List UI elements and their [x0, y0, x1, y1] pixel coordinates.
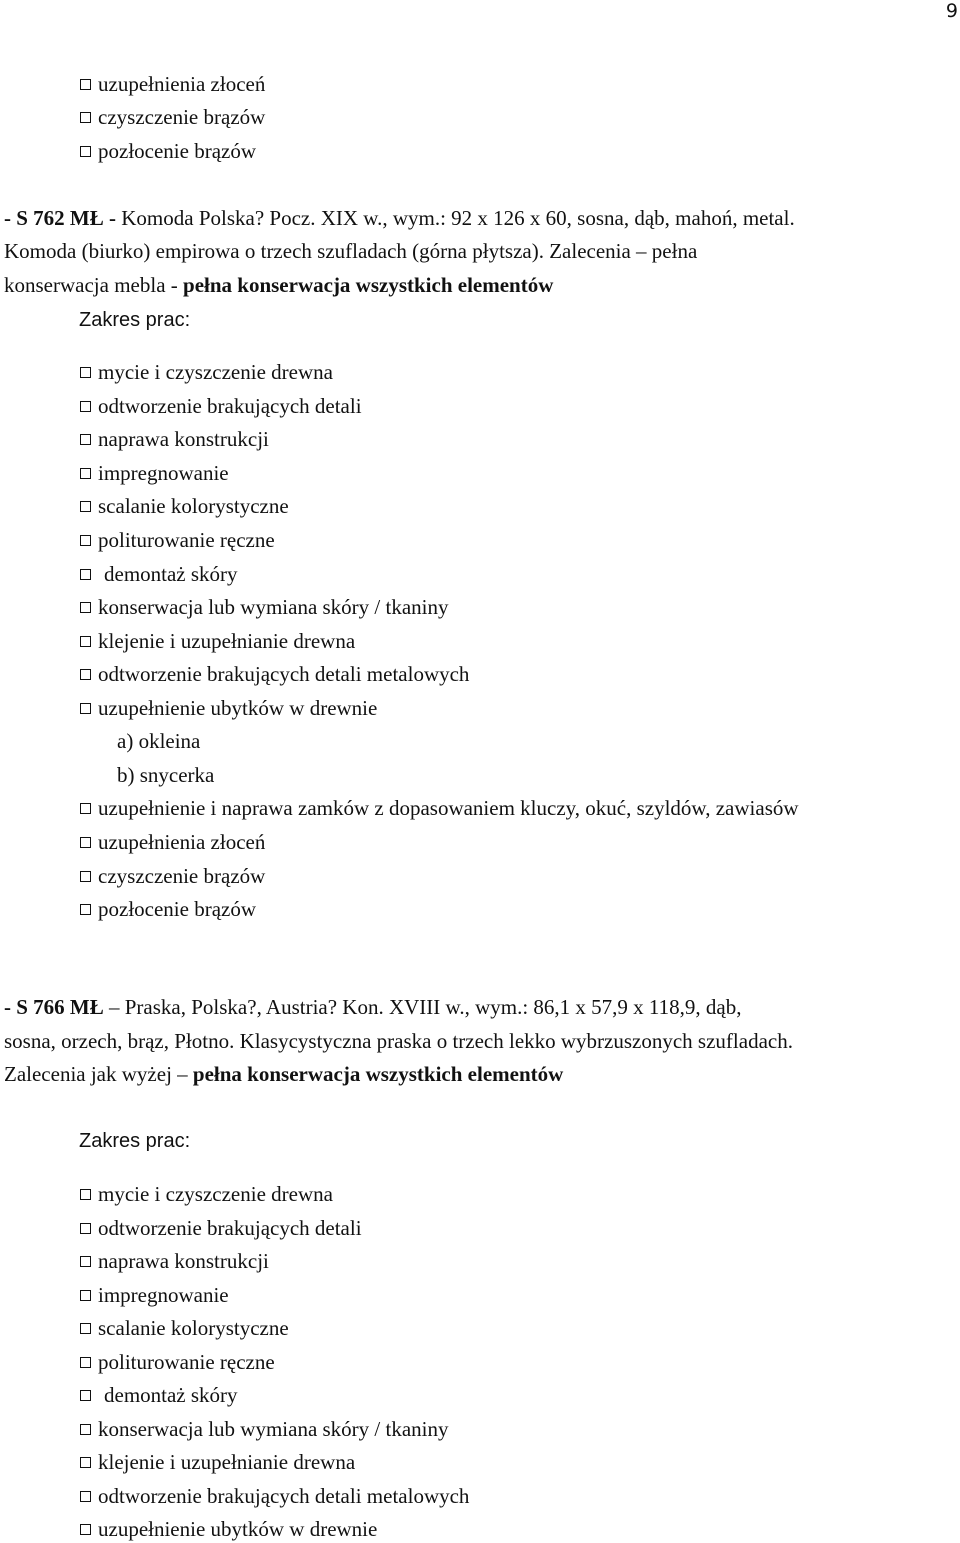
checklist-item: scalanie kolorystyczne [80, 496, 289, 517]
checklist-item: uzupełnienie ubytków w drewnie [80, 1519, 377, 1540]
checklist-item: demontaż skóry [80, 564, 238, 585]
checkbox-icon [80, 1323, 91, 1334]
checkbox-icon [80, 501, 91, 512]
checkbox-icon [80, 535, 91, 546]
checkbox-icon [80, 468, 91, 479]
checklist-item: mycie i czyszczenie drewna [80, 362, 333, 383]
checkbox-icon [80, 1189, 91, 1200]
checklist-item: uzupełnienie ubytków w drewnie [80, 698, 377, 719]
section-label: Zakres prac: [79, 1130, 191, 1152]
item-description-line: sosna, orzech, brąz, Płotno. Klasycystyczna praska o trzech lekko wybrzuszonych szufladach. [4, 1029, 793, 1053]
checklist-item: klejenie i uzupełnianie drewna [80, 631, 355, 652]
item-description-line: konserwacja mebla - pełna konserwacja wszystkich elementów [4, 273, 554, 297]
checkbox-icon [80, 401, 91, 412]
checklist-item: odtworzenie brakujących detali [80, 396, 362, 417]
checklist-item: klejenie i uzupełnianie drewna [80, 1452, 355, 1473]
item-code: - S 762 MŁ - [4, 206, 116, 230]
checklist-item: konserwacja lub wymiana skóry / tkaniny [80, 1419, 449, 1440]
checkbox-icon [80, 434, 91, 445]
checkbox-icon [80, 1256, 91, 1267]
checklist-item: pozłocenie brązów [80, 141, 256, 162]
item-description-line: - S 766 MŁ – Praska, Polska?, Austria? Kon. XVIII w., wym.: 86,1 x 57,9 x 118,9, dąb, [4, 995, 742, 1019]
checklist-item: odtworzenie brakujących detali metalowych [80, 664, 469, 685]
checkbox-icon [80, 669, 91, 680]
checklist-item: politurowanie ręczne [80, 1352, 275, 1373]
checklist-item: uzupełnienie i naprawa zamków z dopasowaniem kluczy, okuć, szyldów, zawiasów [80, 798, 799, 819]
recommendation: pełna konserwacja wszystkich elementów [192, 1062, 564, 1086]
checkbox-icon [80, 569, 91, 580]
checkbox-icon [80, 837, 91, 848]
page-number: 9 [945, 0, 958, 22]
checklist-subitem: a) okleina [117, 729, 201, 753]
checkbox-icon [80, 146, 91, 157]
checkbox-icon [80, 79, 91, 90]
checkbox-icon [80, 1223, 91, 1234]
item-description-line: - S 762 MŁ - Komoda Polska? Pocz. XIX w., wym.: 92 x 126 x 60, sosna, dąb, mahoń, metal. [4, 206, 795, 230]
checklist-item: politurowanie ręczne [80, 530, 275, 551]
checklist-item: odtworzenie brakujących detali [80, 1218, 362, 1239]
checkbox-icon [80, 871, 91, 882]
item-description-line: Komoda (biurko) empirowa o trzech szufladach (górna płytsza). Zalecenia – pełna [4, 239, 698, 263]
checklist-item: odtworzenie brakujących detali metalowych [80, 1486, 469, 1507]
checkbox-icon [80, 1491, 91, 1502]
checkbox-icon [80, 1524, 91, 1535]
checkbox-icon [80, 602, 91, 613]
checklist-item: konserwacja lub wymiana skóry / tkaniny [80, 597, 449, 618]
item-description-line: Zalecenia jak wyżej – pełna konserwacja wszystkich elementów [4, 1062, 564, 1086]
checklist-item: pozłocenie brązów [80, 899, 256, 920]
checkbox-icon [80, 112, 91, 123]
checkbox-icon [80, 1457, 91, 1468]
checkbox-icon [80, 703, 91, 714]
recommendation: pełna konserwacja wszystkich elementów [183, 273, 554, 297]
section-label: Zakres prac: [79, 309, 191, 331]
checklist-item: uzupełnienia złoceń [80, 832, 265, 853]
checklist-item: impregnowanie [80, 463, 229, 484]
checklist-item: scalanie kolorystyczne [80, 1318, 289, 1339]
checkbox-icon [80, 1390, 91, 1401]
checkbox-icon [80, 1290, 91, 1301]
checklist-item: mycie i czyszczenie drewna [80, 1184, 333, 1205]
checkbox-icon [80, 904, 91, 915]
checklist-item: czyszczenie brązów [80, 866, 265, 887]
checklist-item: czyszczenie brązów [80, 107, 265, 128]
checklist-item: naprawa konstrukcji [80, 1251, 269, 1272]
checkbox-icon [80, 1424, 91, 1435]
checkbox-icon [80, 367, 91, 378]
item-code: - S 766 MŁ [4, 995, 104, 1019]
checklist-subitem: b) snycerka [117, 763, 215, 787]
checklist-item: naprawa konstrukcji [80, 429, 269, 450]
checklist-item: demontaż skóry [80, 1385, 238, 1406]
checklist-item: impregnowanie [80, 1285, 229, 1306]
checkbox-icon [80, 1357, 91, 1368]
checklist-item: uzupełnienia złoceń [80, 74, 265, 95]
checkbox-icon [80, 803, 91, 814]
checkbox-icon [80, 636, 91, 647]
